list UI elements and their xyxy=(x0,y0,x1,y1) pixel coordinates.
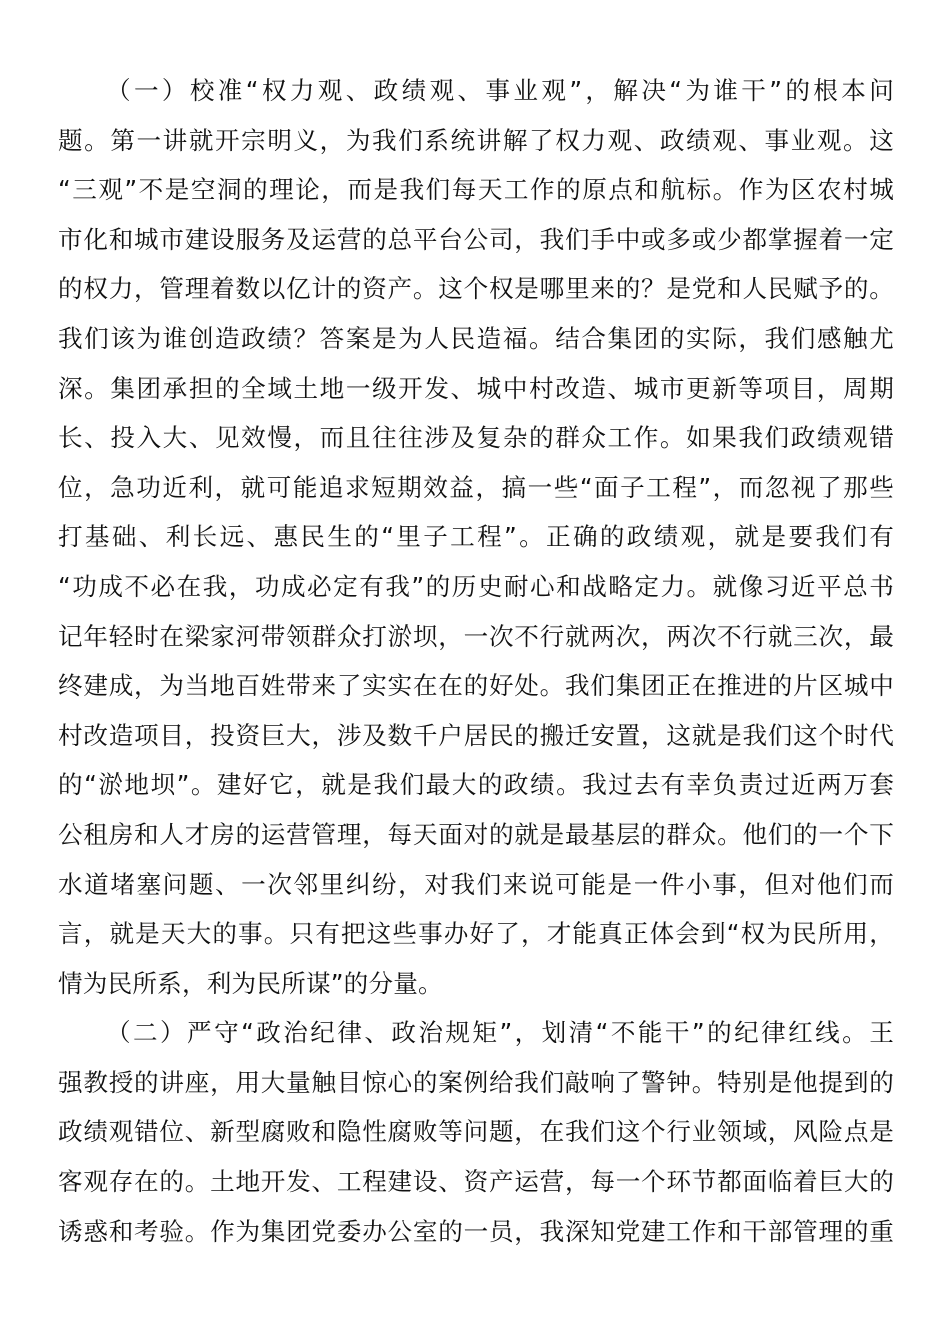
paragraph-1 xyxy=(58,66,894,1008)
text-line: 客观存在的。土地开发、工程建设、资产运营，每一个环节都面临着巨大的 xyxy=(58,1167,894,1197)
text-line: （二）严守“政治纪律、政治规矩”，划清“不能干”的纪律红线。王 xyxy=(106,1018,894,1048)
document-page xyxy=(58,66,894,1256)
text-line: 的“淤地坝”。建好它，就是我们最大的政绩。我过去有幸负责过近两万套 xyxy=(58,770,894,800)
text-line: 政绩观错位、新型腐败和隐性腐败等问题，在我们这个行业领域，风险点是 xyxy=(58,1117,894,1147)
text-line: 言，就是天大的事。只有把这些事办好了，才能真正体会到“权为民所用， xyxy=(58,919,894,949)
text-line: 强教授的讲座，用大量触目惊心的案例给我们敲响了警钟。特别是他提到的 xyxy=(58,1067,894,1097)
paragraph-2 xyxy=(58,1008,894,1256)
text-line: “三观”不是空洞的理论，而是我们每天工作的原点和航标。作为区农村城 xyxy=(58,175,894,205)
text-line: 诱惑和考验。作为集团党委办公室的一员，我深知党建工作和干部管理的重 xyxy=(58,1216,894,1246)
text-line: （一）校准“权力观、政绩观、事业观”，解决“为谁干”的根本问 xyxy=(106,76,894,105)
text-line: 深。集团承担的全域土地一级开发、城中村改造、城市更新等项目，周期 xyxy=(58,373,894,403)
text-line: 终建成，为当地百姓带来了实实在在的好处。我们集团正在推进的片区城中 xyxy=(58,671,894,701)
text-line: 记年轻时在梁家河带领群众打淤坝，一次不行就两次，两次不行就三次，最 xyxy=(58,621,894,651)
text-line: 位，急功近利，就可能追求短期效益，搞一些“面子工程”，而忽视了那些 xyxy=(58,472,894,502)
text-line: 水道堵塞问题、一次邻里纠纷，对我们来说可能是一件小事，但对他们而 xyxy=(58,869,894,899)
text-line: 题。第一讲就开宗明义，为我们系统讲解了权力观、政绩观、事业观。这 xyxy=(58,125,894,155)
text-line: 长、投入大、见效慢，而且往往涉及复杂的群众工作。如果我们政绩观错 xyxy=(58,423,894,453)
text-line: 公租房和人才房的运营管理，每天面对的就是最基层的群众。他们的一个下 xyxy=(58,819,894,849)
text-line: 市化和城市建设服务及运营的总平台公司，我们手中或多或少都掌握着一定 xyxy=(58,224,894,254)
text-line: 情为民所系，利为民所谋”的分量。 xyxy=(58,968,443,998)
text-line: 村改造项目，投资巨大，涉及数千户居民的搬迁安置，这就是我们这个时代 xyxy=(58,720,894,750)
text-line: 我们该为谁创造政绩？答案是为人民造福。结合集团的实际，我们感触尤 xyxy=(58,323,894,353)
text-line: 的权力，管理着数以亿计的资产。这个权是哪里来的？是党和人民赋予的。 xyxy=(58,274,894,304)
text-line: “功成不必在我，功成必定有我”的历史耐心和战略定力。就像习近平总书 xyxy=(58,571,894,601)
text-line: 打基础、利长远、惠民生的“里子工程”。正确的政绩观，就是要我们有 xyxy=(58,522,894,552)
